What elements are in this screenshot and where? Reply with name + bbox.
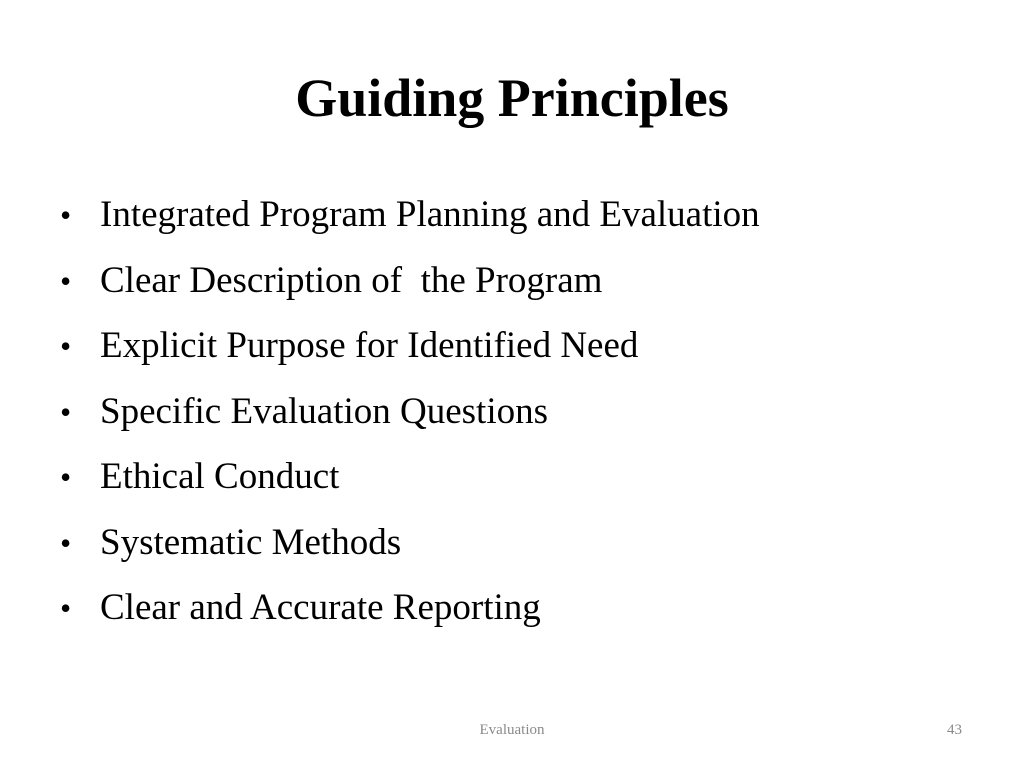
- bullet-item: [60, 313, 1000, 379]
- bullet-icon: •: [60, 197, 72, 233]
- bullet-item: [60, 248, 1000, 314]
- bullet-item: [60, 379, 1000, 445]
- bullet-icon: •: [60, 590, 72, 626]
- bullet-item: [60, 575, 1000, 641]
- page-number: 43: [947, 722, 962, 738]
- bullet-item: [60, 510, 1000, 576]
- bullet-icon: •: [60, 459, 72, 495]
- bullet-text: Clear Description of the Program: [100, 259, 603, 301]
- bullet-icon: •: [60, 393, 72, 430]
- bullet-item: [60, 182, 1000, 248]
- bullet-icon: •: [60, 262, 72, 299]
- bullet-text: Systematic Methods: [100, 521, 402, 563]
- bullet-text: Specific Evaluation Questions: [100, 390, 549, 432]
- footer-label: Evaluation: [479, 722, 545, 738]
- bullet-icon: •: [60, 524, 72, 561]
- bullet-icon: •: [60, 328, 72, 364]
- bullet-text: Integrated Program Planning and Evaluation: [100, 194, 760, 235]
- bullet-list: [60, 182, 1000, 641]
- slide-title: Guiding Principles: [295, 68, 729, 128]
- bullet-text: Clear and Accurate Reporting: [100, 587, 541, 628]
- bullet-text: Explicit Purpose for Identified Need: [100, 325, 639, 366]
- bullet-text: Ethical Conduct: [100, 456, 340, 497]
- bullet-item: [60, 444, 1000, 510]
